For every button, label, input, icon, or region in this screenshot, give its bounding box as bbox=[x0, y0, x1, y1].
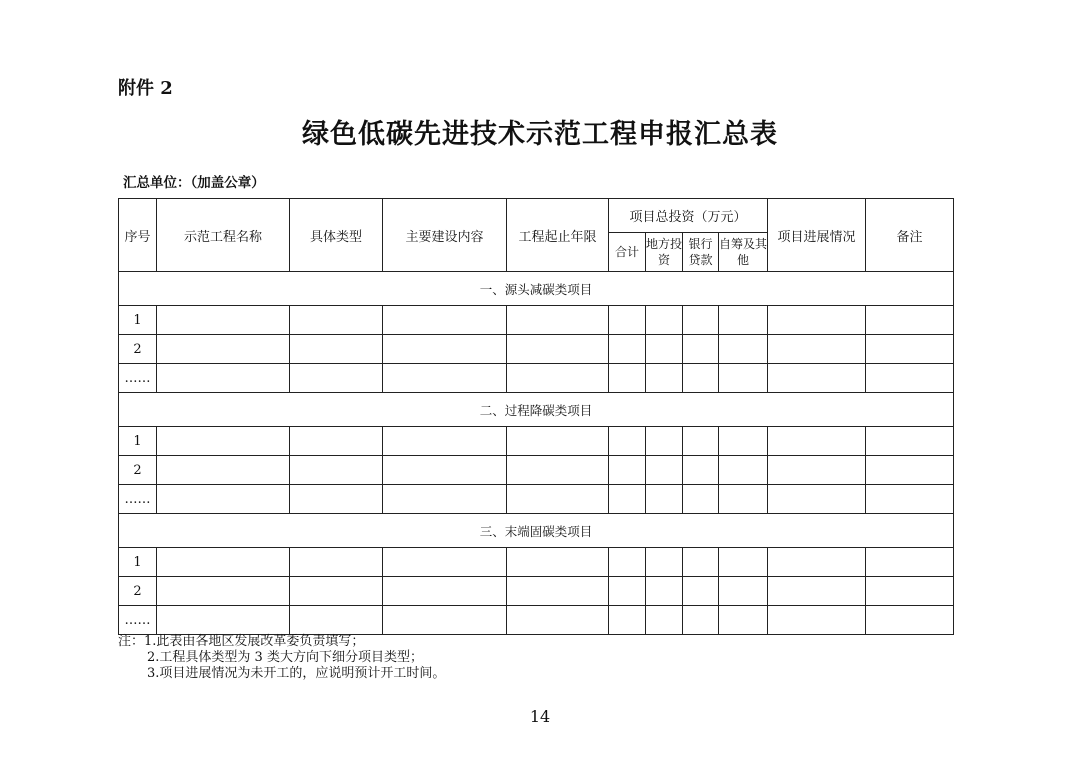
row-index: …… bbox=[119, 485, 157, 514]
blank-cell[interactable] bbox=[683, 456, 719, 485]
blank-cell[interactable] bbox=[768, 606, 866, 635]
blank-cell[interactable] bbox=[383, 548, 507, 577]
header-progress: 项目进展情况 bbox=[768, 199, 866, 272]
blank-cell[interactable] bbox=[609, 548, 646, 577]
blank-cell[interactable] bbox=[768, 577, 866, 606]
row-index: 1 bbox=[119, 548, 157, 577]
blank-cell[interactable] bbox=[719, 456, 768, 485]
blank-cell[interactable] bbox=[719, 606, 768, 635]
blank-cell[interactable] bbox=[866, 456, 954, 485]
blank-cell[interactable] bbox=[290, 606, 383, 635]
header-remarks: 备注 bbox=[866, 199, 954, 272]
header-bank-loan: 银行贷款 bbox=[683, 233, 719, 272]
blank-cell[interactable] bbox=[866, 548, 954, 577]
blank-cell[interactable] bbox=[507, 606, 609, 635]
blank-cell[interactable] bbox=[157, 606, 290, 635]
blank-cell[interactable] bbox=[768, 364, 866, 393]
blank-cell[interactable] bbox=[646, 427, 683, 456]
blank-cell[interactable] bbox=[719, 485, 768, 514]
blank-cell[interactable] bbox=[507, 427, 609, 456]
blank-cell[interactable] bbox=[383, 427, 507, 456]
blank-cell[interactable] bbox=[646, 335, 683, 364]
blank-cell[interactable] bbox=[768, 456, 866, 485]
blank-cell[interactable] bbox=[383, 485, 507, 514]
blank-cell[interactable] bbox=[646, 577, 683, 606]
blank-cell[interactable] bbox=[683, 577, 719, 606]
blank-cell[interactable] bbox=[609, 306, 646, 335]
section-row bbox=[119, 514, 954, 548]
blank-cell[interactable] bbox=[866, 606, 954, 635]
blank-cell[interactable] bbox=[866, 485, 954, 514]
blank-cell[interactable] bbox=[646, 485, 683, 514]
table-row bbox=[119, 548, 954, 577]
blank-cell[interactable] bbox=[719, 577, 768, 606]
blank-cell[interactable] bbox=[646, 364, 683, 393]
header-project-name: 示范工程名称 bbox=[157, 199, 290, 272]
header-self-funded: 自筹及其他 bbox=[719, 233, 768, 272]
blank-cell[interactable] bbox=[609, 427, 646, 456]
header-seq: 序号 bbox=[119, 199, 157, 272]
blank-cell[interactable] bbox=[290, 485, 383, 514]
blank-cell[interactable] bbox=[719, 364, 768, 393]
blank-cell[interactable] bbox=[383, 456, 507, 485]
blank-cell[interactable] bbox=[866, 427, 954, 456]
blank-cell[interactable] bbox=[157, 364, 290, 393]
section-title: 二、过程降碳类项目 bbox=[119, 393, 954, 427]
header-content: 主要建设内容 bbox=[383, 199, 507, 272]
section-row bbox=[119, 393, 954, 427]
header-local-investment: 地方投资 bbox=[646, 233, 683, 272]
row-index: …… bbox=[119, 606, 157, 635]
row-index: …… bbox=[119, 364, 157, 393]
blank-cell[interactable] bbox=[290, 427, 383, 456]
blank-cell[interactable] bbox=[383, 364, 507, 393]
table-row bbox=[119, 577, 954, 606]
blank-cell[interactable] bbox=[646, 306, 683, 335]
summary-unit-label: 汇总单位：（加盖公章） bbox=[123, 175, 265, 191]
blank-cell[interactable] bbox=[719, 335, 768, 364]
table-row bbox=[119, 335, 954, 364]
note-2: 2.工程具体类型为 3 类大方向下细分项目类型； bbox=[147, 650, 423, 665]
blank-cell[interactable] bbox=[157, 306, 290, 335]
attachment-label: 附件 2 bbox=[118, 78, 173, 99]
blank-cell[interactable] bbox=[866, 335, 954, 364]
blank-cell[interactable] bbox=[383, 306, 507, 335]
blank-cell[interactable] bbox=[290, 548, 383, 577]
note-1: 注：1.此表由各地区发展改革委负责填写； bbox=[118, 634, 365, 649]
blank-cell[interactable] bbox=[768, 427, 866, 456]
section-title: 三、末端固碳类项目 bbox=[119, 514, 954, 548]
blank-cell[interactable] bbox=[719, 548, 768, 577]
row-index: 2 bbox=[119, 335, 157, 364]
notes bbox=[118, 634, 445, 682]
blank-cell[interactable] bbox=[290, 364, 383, 393]
blank-cell[interactable] bbox=[290, 577, 383, 606]
blank-cell[interactable] bbox=[719, 427, 768, 456]
blank-cell[interactable] bbox=[683, 335, 719, 364]
blank-cell[interactable] bbox=[768, 306, 866, 335]
blank-cell[interactable] bbox=[157, 577, 290, 606]
note-3: 3.项目进展情况为未开工的，应说明预计开工时间。 bbox=[147, 666, 446, 681]
blank-cell[interactable] bbox=[609, 335, 646, 364]
blank-cell[interactable] bbox=[507, 335, 609, 364]
page-number: 14 bbox=[529, 707, 551, 726]
blank-cell[interactable] bbox=[646, 606, 683, 635]
table-row bbox=[119, 485, 954, 514]
blank-cell[interactable] bbox=[507, 364, 609, 393]
application-summary-table bbox=[118, 198, 954, 635]
blank-cell[interactable] bbox=[290, 335, 383, 364]
blank-cell[interactable] bbox=[507, 485, 609, 514]
blank-cell[interactable] bbox=[507, 456, 609, 485]
blank-cell[interactable] bbox=[683, 485, 719, 514]
blank-cell[interactable] bbox=[646, 548, 683, 577]
table-row bbox=[119, 427, 954, 456]
blank-cell[interactable] bbox=[609, 606, 646, 635]
header-total: 合计 bbox=[609, 233, 646, 272]
blank-cell[interactable] bbox=[157, 456, 290, 485]
row-index: 1 bbox=[119, 427, 157, 456]
blank-cell[interactable] bbox=[609, 577, 646, 606]
blank-cell[interactable] bbox=[683, 606, 719, 635]
blank-cell[interactable] bbox=[683, 427, 719, 456]
blank-cell[interactable] bbox=[507, 577, 609, 606]
table-row bbox=[119, 606, 954, 635]
blank-cell[interactable] bbox=[683, 364, 719, 393]
blank-cell[interactable] bbox=[866, 577, 954, 606]
blank-cell[interactable] bbox=[157, 548, 290, 577]
blank-cell[interactable] bbox=[157, 335, 290, 364]
header-period: 工程起止年限 bbox=[507, 199, 609, 272]
blank-cell[interactable] bbox=[768, 485, 866, 514]
blank-cell[interactable] bbox=[683, 548, 719, 577]
section-title: 一、源头减碳类项目 bbox=[119, 272, 954, 306]
header-type: 具体类型 bbox=[290, 199, 383, 272]
blank-cell[interactable] bbox=[157, 427, 290, 456]
blank-cell[interactable] bbox=[609, 364, 646, 393]
blank-cell[interactable] bbox=[507, 548, 609, 577]
blank-cell[interactable] bbox=[866, 306, 954, 335]
blank-cell[interactable] bbox=[768, 335, 866, 364]
section-row bbox=[119, 272, 954, 306]
table-row bbox=[119, 456, 954, 485]
row-index: 2 bbox=[119, 577, 157, 606]
blank-cell[interactable] bbox=[290, 456, 383, 485]
table-row bbox=[119, 364, 954, 393]
row-index: 1 bbox=[119, 306, 157, 335]
row-index: 2 bbox=[119, 456, 157, 485]
header-investment: 项目总投资（万元） bbox=[609, 199, 768, 233]
blank-cell[interactable] bbox=[609, 456, 646, 485]
blank-cell[interactable] bbox=[683, 306, 719, 335]
blank-cell[interactable] bbox=[866, 364, 954, 393]
blank-cell[interactable] bbox=[507, 306, 609, 335]
blank-cell[interactable] bbox=[383, 606, 507, 635]
document-title: 绿色低碳先进技术示范工程申报汇总表 bbox=[302, 119, 778, 150]
table-row bbox=[119, 306, 954, 335]
blank-cell[interactable] bbox=[768, 548, 866, 577]
blank-cell[interactable] bbox=[609, 485, 646, 514]
blank-cell[interactable] bbox=[383, 577, 507, 606]
blank-cell[interactable] bbox=[157, 485, 290, 514]
blank-cell[interactable] bbox=[290, 306, 383, 335]
blank-cell[interactable] bbox=[719, 306, 768, 335]
blank-cell[interactable] bbox=[646, 456, 683, 485]
blank-cell[interactable] bbox=[383, 335, 507, 364]
